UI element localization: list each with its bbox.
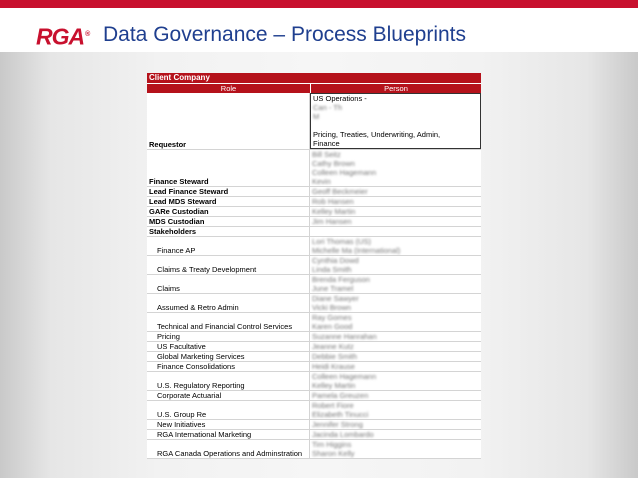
person-cell <box>310 352 481 361</box>
person-cell <box>310 217 481 226</box>
person-cell <box>310 256 481 274</box>
person-line: Debbie Smith <box>312 352 358 361</box>
role-cell: Finance AP <box>147 237 310 255</box>
person-cell <box>310 313 481 331</box>
person-line: Cynthia Dowd <box>312 256 359 265</box>
person-line: Tim Higgins <box>312 440 352 449</box>
table-row <box>147 401 481 420</box>
role-cell: MDS Custodian <box>147 217 310 226</box>
role-cell: Assumed & Retro Admin <box>147 294 310 312</box>
person-cell <box>310 342 481 351</box>
person-line: US Operations - <box>313 94 367 103</box>
person-line: Colleen Hagemann <box>312 372 377 381</box>
person-line: Pricing, Treaties, Underwriting, Admin, <box>313 130 441 139</box>
person-line: Geoff Beckmeier <box>312 187 368 196</box>
table-row <box>147 187 481 197</box>
table-row <box>147 362 481 372</box>
person-line: Brenda Ferguson <box>312 275 370 284</box>
column-header-row <box>147 83 481 93</box>
role-cell: Technical and Financial Control Services <box>147 313 310 331</box>
table-row <box>147 294 481 313</box>
person-line: Jim Hansen <box>312 217 352 226</box>
person-cell <box>310 362 481 371</box>
person-cell <box>310 227 481 236</box>
table-row <box>147 430 481 440</box>
person-cell <box>310 332 481 341</box>
table-row <box>147 420 481 430</box>
person-line: Michelle Ma (International) <box>312 246 401 255</box>
table-row <box>147 440 481 459</box>
person-cell <box>310 207 481 216</box>
table-row <box>147 391 481 401</box>
table-row <box>147 207 481 217</box>
person-cell <box>310 420 481 429</box>
person-cell <box>310 275 481 293</box>
person-line: Bill Seitz <box>312 150 341 159</box>
person-cell <box>310 391 481 400</box>
person-line: Can - Th <box>313 103 343 112</box>
role-cell: Lead MDS Steward <box>147 197 310 206</box>
person-line: Diane Sawyer <box>312 294 359 303</box>
person-cell <box>310 187 481 196</box>
role-cell: Lead Finance Steward <box>147 187 310 196</box>
role-cell: U.S. Regulatory Reporting <box>147 372 310 390</box>
person-line: Ray Gomes <box>312 313 352 322</box>
role-cell: GARe Custodian <box>147 207 310 216</box>
table-row <box>147 352 481 362</box>
table-row <box>147 93 481 150</box>
role-column-header: Role <box>147 84 311 93</box>
person-line: Elizabeth Tinucci <box>312 410 369 419</box>
person-line: Heidi Krause <box>312 362 355 371</box>
person-cell <box>310 197 481 206</box>
role-cell: RGA Canada Operations and Adminstration <box>147 440 310 458</box>
person-line: Karen Good <box>312 322 353 331</box>
person-line: Lori Thomas (US) <box>312 237 372 246</box>
table-row <box>147 313 481 332</box>
slide-header <box>0 8 638 52</box>
role-cell: New Initiatives <box>147 420 310 429</box>
top-accent-bar <box>0 0 638 8</box>
table-row <box>147 372 481 391</box>
person-line: Pamela Greuzen <box>312 391 369 400</box>
person-cell <box>310 372 481 390</box>
person-line: June Tramel <box>312 284 354 293</box>
person-line: Suzanne Hanrahan <box>312 332 377 341</box>
role-cell: Stakeholders <box>147 227 310 236</box>
table-row <box>147 227 481 237</box>
person-cell <box>310 150 481 186</box>
role-cell: Finance Consolidations <box>147 362 310 371</box>
table-row <box>147 237 481 256</box>
role-cell: US Facultative <box>147 342 310 351</box>
person-cell <box>310 430 481 439</box>
person-line: Kelley Martin <box>312 381 356 390</box>
person-cell <box>310 440 481 458</box>
person-line: Jacinda Lombardo <box>312 430 374 439</box>
person-column-header: Person <box>384 84 408 93</box>
table-row <box>147 256 481 275</box>
role-cell: Claims & Treaty Development <box>147 256 310 274</box>
person-line <box>313 121 480 130</box>
person-line: M <box>313 112 320 121</box>
role-cell: Global Marketing Services <box>147 352 310 361</box>
role-cell: Pricing <box>147 332 310 341</box>
role-cell: RGA International Marketing <box>147 430 310 439</box>
person-cell <box>310 401 481 419</box>
rga-logo: RGA® <box>36 23 90 50</box>
table-row <box>147 342 481 352</box>
person-line: Colleen Hagemann <box>312 168 377 177</box>
table-row <box>147 197 481 207</box>
person-line: Sharon Kelly <box>312 449 355 458</box>
person-line: Rob Hansen <box>312 197 354 206</box>
company-header: Client Company <box>147 73 481 83</box>
slide-title: Data Governance – Process Blueprints <box>103 23 467 46</box>
person-cell <box>310 93 481 149</box>
table-row <box>147 332 481 342</box>
person-line: Vicki Brown <box>312 303 352 312</box>
person-line: Linda Smith <box>312 265 352 274</box>
governance-table <box>147 73 481 459</box>
person-line: Robert Fiore <box>312 401 354 410</box>
role-cell: U.S. Group Re <box>147 401 310 419</box>
table-row <box>147 150 481 187</box>
role-cell: Corporate Actuarial <box>147 391 310 400</box>
person-line: Jennifer Strong <box>312 420 363 429</box>
person-line <box>312 227 481 236</box>
person-line: Finance <box>313 139 340 148</box>
person-cell <box>310 294 481 312</box>
role-cell: Claims <box>147 275 310 293</box>
table-body <box>147 93 481 459</box>
table-row <box>147 217 481 227</box>
role-cell: Requestor <box>147 93 310 149</box>
person-line: Cathy Brown <box>312 159 355 168</box>
person-line: Jeanne Kutz <box>312 342 354 351</box>
person-cell <box>310 237 481 255</box>
table-row <box>147 275 481 294</box>
person-line: Kelley Martin <box>312 207 356 216</box>
role-cell: Finance Steward <box>147 150 310 186</box>
person-line: Kevin <box>312 177 331 186</box>
